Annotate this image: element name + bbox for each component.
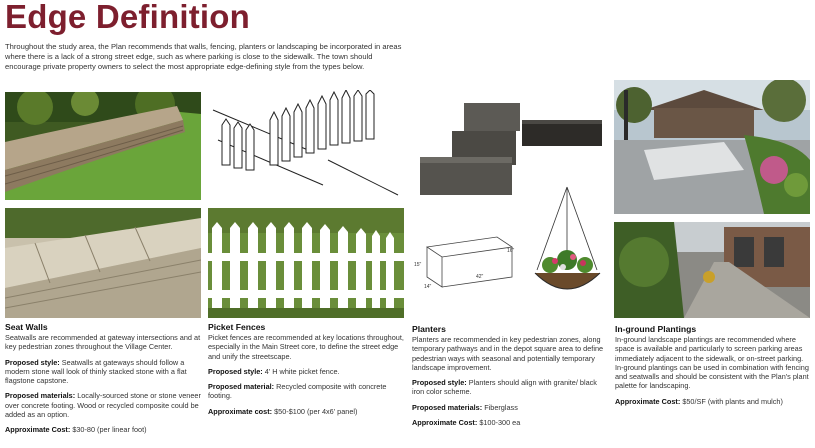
picket-fences-material-value: Recycled composite with concrete footing.: [208, 382, 387, 401]
picket-fence-drawing: [208, 90, 404, 200]
seat-walls-description: Seatwalls are recommended at gateway intersections and at key pedestrian zones throughout the Village Center.: [5, 333, 201, 352]
seat-walls-cost-value: $30-80 (per linear foot): [72, 425, 147, 435]
seat-walls-style-value: Seatwalls at gateways should follow a modern stone wall look of thinly stacked stone with a flat flagstone capstone.: [5, 357, 187, 386]
inground-street-photo: [614, 80, 810, 214]
planter-dimension-drawing: [412, 222, 522, 297]
picket-fences-style-label: Proposed style:: [208, 366, 263, 376]
seat-walls-heading: Seat Walls: [5, 322, 48, 332]
planters-cost-label: Approximate Cost:: [412, 418, 478, 428]
seat-walls-section: [5, 322, 203, 441]
seat-walls-style-label: Proposed style:: [5, 357, 60, 367]
planters-style-label: Proposed style:: [412, 378, 467, 388]
inground-cost-value: $50/SF (with plants and mulch): [682, 396, 783, 406]
picket-fences-heading: Picket Fences: [208, 322, 266, 332]
planters-section: [412, 324, 610, 433]
dim-height-label: 16": [507, 248, 515, 254]
planters-material-value: Fiberglass: [484, 402, 518, 412]
page-title: Edge Definition: [5, 0, 250, 35]
picket-fences-section: [208, 322, 406, 422]
inground-heading: In-ground Plantings: [615, 324, 697, 334]
seat-walls-material-label: Proposed materials:: [5, 391, 76, 401]
inground-description: In-ground landscape plantings are recommended where space is available and particularly to screen parking areas immediately adjacent to the sidewalk, or on-street parking. In-ground plantings can be used in combination with fencing and seatwalls and should be consistent with the Plan's plant palette for landscaping.: [615, 335, 809, 391]
seat-walls-cost-label: Approximate Cost:: [5, 425, 71, 435]
dim-width-label: 14": [424, 284, 432, 290]
planters-style-value: Planters should align with granite/ black iron color scheme.: [412, 378, 597, 397]
picket-fences-description: Picket fences are recommended at key locations throughout, especially in the Main Street core, to define the street edge and unify the streetscape.: [208, 333, 404, 361]
intro-text: Throughout the study area, the Plan recommends that walls, fencing, planters or landscaping be incorporated in areas where there is a lack of a strong street edge, such as where parking is close to the sidewalk. The town should encourage private property owners to select the most appropriate edge-defining style from the types below.: [5, 42, 402, 71]
flagstone-wall-photo: [5, 208, 201, 318]
planters-description: Planters are recommended in key pedestrian zones, along temporary pathways and in the depot square area to define pedestrian ways with seasonal and potentially temporary landscape improvement.: [412, 335, 604, 372]
inground-section: [615, 324, 811, 412]
dim-length-label: 42": [476, 274, 484, 280]
dim-height-left-label: 15": [414, 262, 422, 268]
seat-wall-photo: [5, 92, 201, 200]
picket-fences-style-value: 4' H white picket fence.: [264, 366, 340, 376]
inground-sidewalk-photo: [614, 222, 810, 318]
inground-cost-label: Approximate Cost:: [615, 396, 681, 406]
picket-fence-photo: [208, 208, 404, 318]
picket-fences-material-label: Proposed material:: [208, 382, 275, 392]
seat-walls-material-value: Locally-sourced stone or stone veneer over concrete footing. Wood or recycled composite could be added as an option.: [5, 391, 201, 420]
picket-fences-cost-label: Approximate cost:: [208, 406, 273, 416]
picket-fences-cost-value: $50-$100 (per 4x6' panel): [274, 406, 358, 416]
planters-cost-value: $100-300 ea: [479, 418, 521, 428]
planters-material-label: Proposed materials:: [412, 402, 483, 412]
planters-heading: Planters: [412, 324, 446, 334]
hanging-basket-image: [525, 185, 610, 320]
